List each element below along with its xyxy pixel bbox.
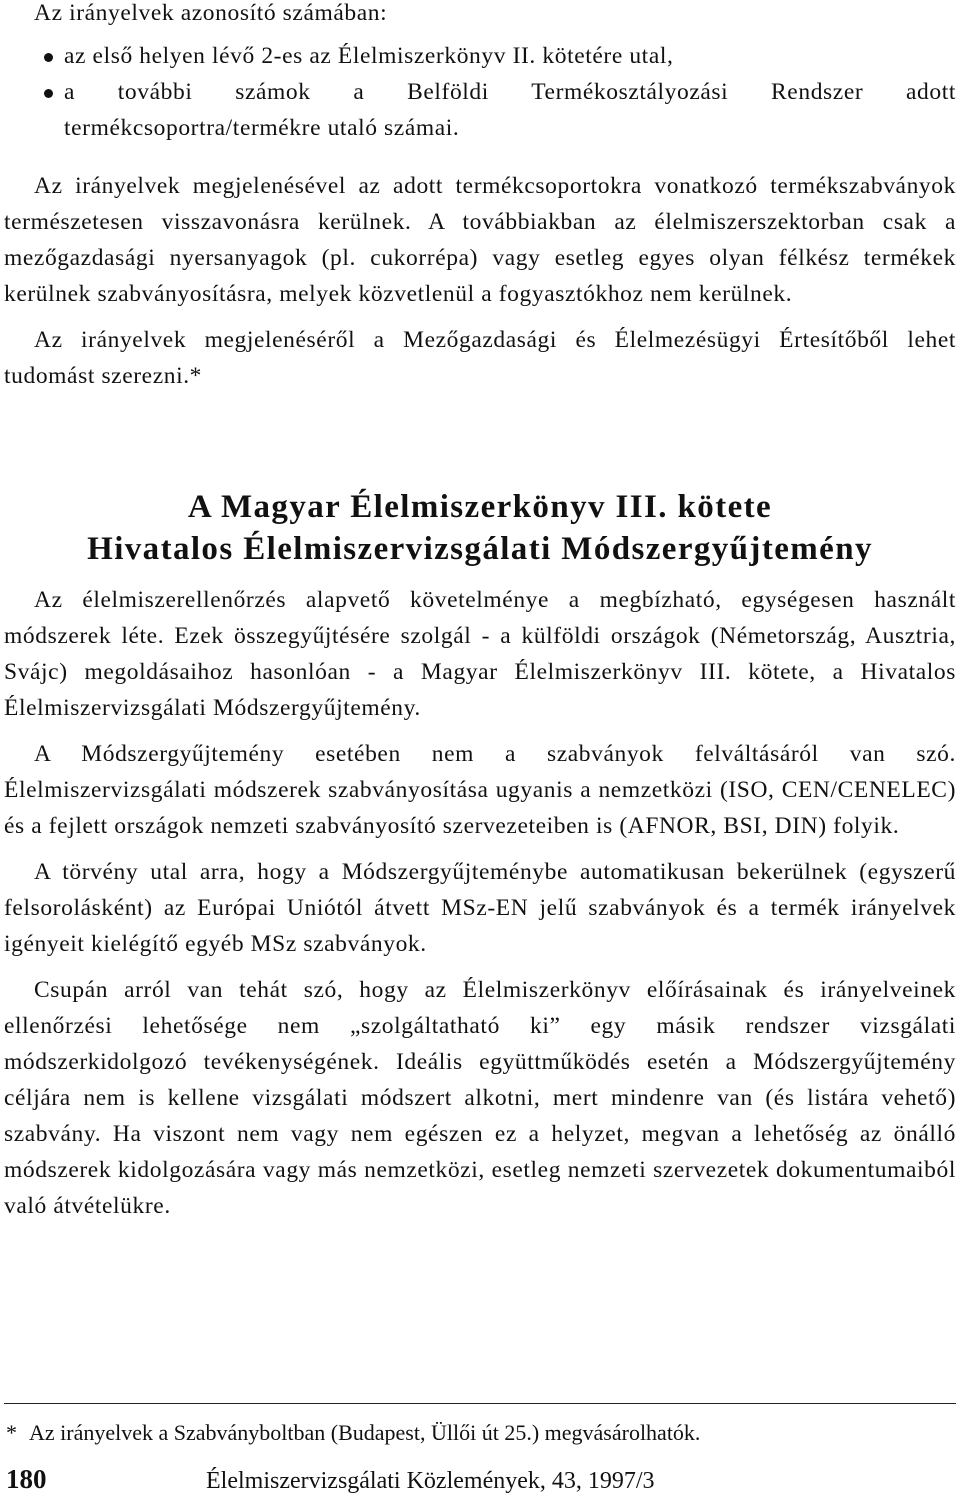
bullet-list: [44, 38, 956, 146]
list-item: [44, 38, 956, 74]
paragraph: A Módszergyűjtemény esetében nem a szabványok felváltásáról van szó. Élelmiszervizsgálati módszerek szabványosítása ugyanis a nemzetközi (ISO, CEN/CENELEC) és a fejlett országok nemzeti szabványosító szervezeteiben is (AFNOR, BSI, DIN) folyik.: [4, 741, 956, 839]
paragraph-block-bottom: [4, 582, 956, 1224]
paragraph: Az irányelvek megjelenésével az adott termékcsoportokra vonatkozó termékszabványok természetesen visszavonásra kerülnek. A továbbiakban az élelmiszerszektorban csak a mezőgazdasági nyersanyagok (pl. cukorrépa) vagy esetleg egyes olyan félkész termékek kerülnek szabványosításra, melyek közvetlenül a fogyasztókhoz nem kerülnek.: [4, 173, 956, 307]
bullet-icon: [44, 53, 53, 62]
paragraph: Csupán arról van tehát szó, hogy az Élelmiszerkönyv előírásainak és irányelveinek ellenőrzési lehetősége nem „szolgáltatható ki” egy másik rendszer vizsgálati módszerkidolgozó tevékenységének. Ideális együttműködés esetén a Módszergyűjtemény céljára nem is kellene vizsgálati módszert alkotni, mert mindenre van (és listára vehető) szabvány. Ha viszont nem vagy nem egészen ez a helyzet, megvan a lehetőség az önálló módszerek kidolgozására vagy más nemzetközi, esetleg nemzeti szervezetek dokumentumaiból való átvételükre.: [4, 977, 956, 1219]
bullet-text: a további számok a Belföldi Termékosztályozási Rendszer adott termékcsoportra/termékre utaló számai.: [64, 79, 956, 141]
page-number: 180: [6, 1464, 47, 1494]
paragraph-block-top: [4, 168, 956, 394]
paragraph: A törvény utal arra, hogy a Módszergyűjteménybe automatikusan bekerülnek (egyszerű felsorolásként) az Európai Uniótól átvett MSz-EN jelű szabványok és a termék irányelvek igényeit kielégítő egyéb MSz szabványok.: [4, 859, 956, 957]
footnote: [6, 1417, 700, 1449]
list-item: [44, 74, 956, 146]
section-heading-line-2: Hivatalos Élelmiszervizsgálati Módszergyűjtemény: [87, 531, 873, 567]
journal-citation: Élelmiszervizsgálati Közlemények, 43, 1997/3: [206, 1468, 655, 1494]
footnote-marker: *: [6, 1420, 17, 1445]
footnote-divider: [4, 1403, 956, 1404]
bullet-text: az első helyen lévő 2-es az Élelmiszerkönyv II. kötetére utal,: [64, 43, 674, 69]
section-heading-line-1: A Magyar Élelmiszerkönyv III. kötete: [187, 489, 773, 525]
paragraph: Az irányelvek megjelenéséről a Mezőgazdasági és Élelmezésügyi Értesítőből lehet tudomást szerezni.*: [4, 327, 956, 389]
footnote-text: Az irányelvek a Szabványboltban (Budapest, Üllői út 25.) megvásárolhatók.: [29, 1420, 701, 1445]
paragraph: Az élelmiszerellenőrzés alapvető követelménye a megbízható, egységesen használt módszerek léte. Ezek összegyűjtésére szolgál - a külföldi országok (Németország, Ausztria, Svájc) megoldásaihoz hasonlóan - a Magyar Élelmiszerkönyv III. kötete, a Hivatalos Élelmiszervizsgálati Módszergyűjtemény.: [4, 587, 956, 721]
intro-line: Az irányelvek azonosító számában:: [34, 0, 388, 26]
bullet-icon: [44, 89, 53, 98]
